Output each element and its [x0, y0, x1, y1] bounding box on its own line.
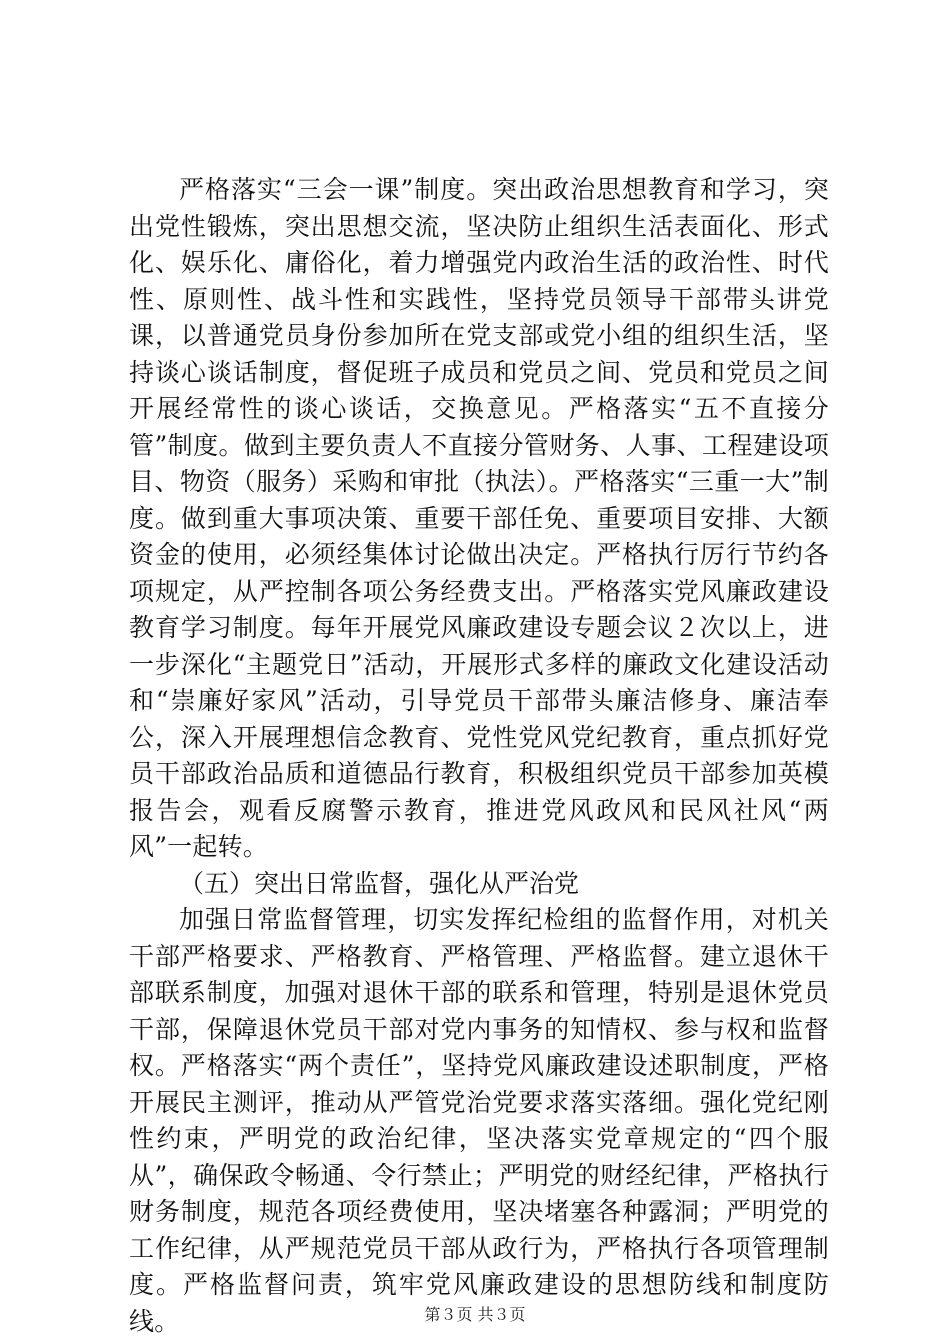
document-body [129, 172, 829, 1340]
section-heading-five: （五）突出日常监督，强化从严治党 [179, 868, 580, 898]
paragraph-three-meetings: 严格落实“三会一课”制度。突出政治思想教育和学习，突出党性锻炼，突出思想交流，坚决防止组织生活表面化、形式化、娱乐化、庸俗化，着力增强党内政治生活的政治性、时代性、原则性、战斗性和实践性，坚持党员领导干部带头讲党课，以普通党员身份参加所在党支部或党小组的组织生活，坚持谈心谈话制度，督促班子成员和党员之间、党员和党员之间开展经常性的谈心谈话，交换意见。严格落实“五不直接分管”制度。做到主要负责人不直接分管财务、人事、工程建设项目、物资（服务）采购和审批（执法）。严格落实“三重一大”制度。做到重大事项决策、重要干部任免、重要项目安排、大额资金的使用，必须经集体讨论做出决定。严格执行厉行节约各项规定，从严控制各项公务经费支出。严格落实党风廉政建设教育学习制度。每年开展党风廉政建设专题会议２次以上，进一步深化“主题党日”活动，开展形式多样的廉政文化建设活动和“崇廉好家风”活动，引导党员干部带头廉洁修身、廉洁奉公，深入开展理想信念教育、党性党风党纪教育，重点抓好党员干部政治品质和道德品行教育，积极组织党员干部参加英模报告会，观看反腐警示教育，推进党风政风和民风社风“两风”一起转。 [129, 175, 829, 861]
page-footer: 第３页 共３页 [424, 1305, 526, 1324]
paragraph-daily-supervision: 加强日常监督管理，切实发挥纪检组的监督作用，对机关干部严格要求、严格教育、严格管理、严格监督。建立退休干部联系制度，加强对退休干部的联系和管理，特别是退休党员干部，保障退休党员干部对党内事务的知情权、参与权和监督权。严格落实“两个责任”，坚持党风廉政建设述职制度，严格开展民主测评，推动从严管党治党要求落实落细。强化党纪刚性约束，严明党的政治纪律，坚决落实党章规定的“四个服从”，确保政令畅通、令行禁止；严明党的财经纪律，严格执行财务制度，规范各项经费使用，坚决堵塞各种露洞；严明党的工作纪律，从严规范党员干部从政行为，严格执行各项管理制度。严格监督问责，筑牢党风廉政建设的思想防线和制度防线。 [129, 905, 829, 1336]
